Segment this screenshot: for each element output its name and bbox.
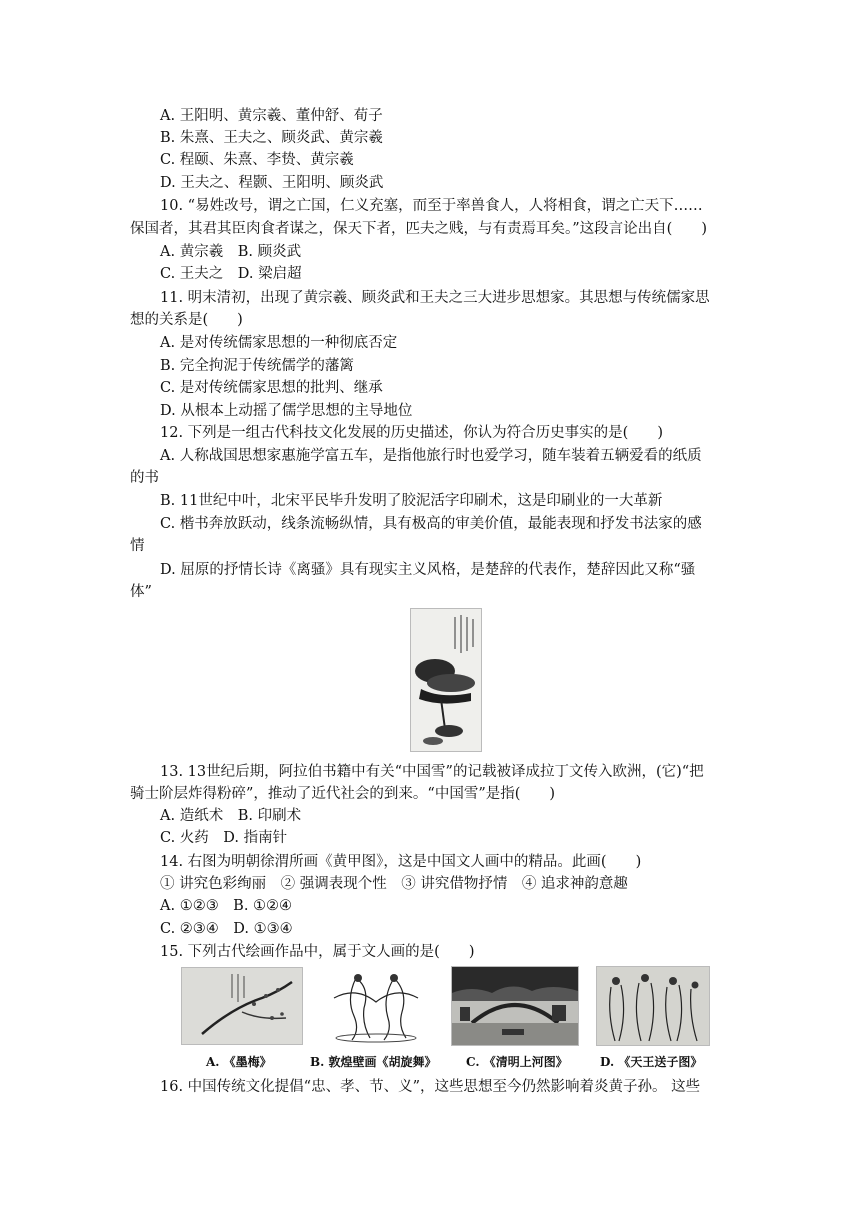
q12-option-d-line2: 体” [130, 584, 152, 600]
q10-options-ab: A. 黄宗羲 B. 顾炎武 [160, 244, 302, 260]
q14-items: ① 讲究色彩绚丽 ② 强调表现个性 ③ 讲究借物抒情 ④ 追求神韵意趣 [160, 876, 628, 892]
q11-option-a: A. 是对传统儒家思想的一种彻底否定 [160, 335, 398, 351]
q12-option-a-line1: A. 人称战国思想家惠施学富五车，是指他旅行时也爱学习，随车装着五辆爱看的纸质 [160, 448, 702, 464]
q12-option-b: B. 11世纪中叶，北宋平民毕升发明了胶泥活字印刷术，这是印刷业的一大革新 [160, 493, 663, 509]
q12-option-c-line1: C. 楷书奔放跃动，线条流畅纵情，具有极高的审美价值，最能表现和抒发书法家的感 [160, 516, 702, 532]
painting-qingming-riverside-image [451, 966, 579, 1046]
q9-option-b: B. 朱熹、王夫之、顾炎武、黄宗羲 [160, 130, 383, 146]
painting-huxuan-dance-image [325, 967, 427, 1045]
q9-option-d: D. 王夫之、程颢、王阳明、顾炎武 [160, 175, 384, 191]
q11-option-b: B. 完全拘泥于传统儒学的藩篱 [160, 358, 354, 374]
painting-mo-mei-image [181, 967, 303, 1045]
q12-option-d-line1: D. 屈原的抒情长诗《离骚》具有现实主义风格，是楚辞的代表作，楚辞因此又称“骚 [160, 562, 696, 578]
q12-option-a-line2: 的书 [130, 470, 159, 486]
q10-options-cd: C. 王夫之 D. 梁启超 [160, 266, 302, 282]
q12-stem: 12. 下列是一组古代科技文化发展的历史描述，你认为符合历史事实的是( ) [160, 425, 663, 441]
q10-stem-line2: 保国者，其君其臣肉食者谋之，保天下者，匹夫之贱，与有责焉耳矣。”这段言论出自( ) [130, 221, 707, 237]
q16-stem-line1: 16. 中国传统文化提倡“忠、孝、节、义”，这些思想至今仍然影响着炎黄子孙。 这些 [160, 1079, 701, 1095]
q14-stem: 14. 右图为明朝徐渭所画《黄甲图》，这是中国文人画中的精品。此画( ) [160, 854, 642, 870]
q13-stem-line2: 骑士阶层炸得粉碎”，推动了近代社会的到来。“中国雪”是指( ) [130, 786, 556, 802]
q10-stem-line1: 10. “易姓改号，谓之亡国，仁义充塞，而至于率兽食人，人将相食，谓之亡天下…… [160, 198, 703, 214]
q11-option-c: C. 是对传统儒家思想的批判、继承 [160, 380, 383, 396]
q13-options-ab: A. 造纸术 B. 印刷术 [160, 808, 302, 824]
q11-stem-line1: 11. 明末清初，出现了黄宗羲、顾炎武和王夫之三大进步思想家。其思想与传统儒家思 [160, 290, 710, 306]
q9-option-a: A. 王阳明、黄宗羲、董仲舒、荀子 [160, 108, 383, 124]
caption-c: C. 《清明上河图》 [466, 1055, 568, 1069]
caption-b: B. 敦煌壁画《胡旋舞》 [310, 1055, 437, 1069]
q14-options-cd: C. ②③④ D. ①③④ [160, 921, 293, 937]
q14-options-ab: A. ①②③ B. ①②④ [160, 898, 293, 914]
q15-stem: 15. 下列古代绘画作品中，属于文人画的是( ) [160, 944, 475, 960]
caption-a: A. 《墨梅》 [206, 1055, 272, 1069]
q13-options-cd: C. 火药 D. 指南针 [160, 830, 288, 846]
q12-option-c-line2: 情 [130, 538, 145, 554]
q9-option-c: C. 程颐、朱熹、李贽、黄宗羲 [160, 152, 354, 168]
huangjia-painting-image [410, 608, 482, 752]
q11-stem-line2: 想的关系是( ) [130, 312, 243, 328]
caption-d: D. 《天王送子图》 [600, 1055, 703, 1069]
q13-stem-line1: 13. 13世纪后期，阿拉伯书籍中有关“中国雪”的记载被译成拉丁文传入欧洲，(它)“把 [160, 764, 704, 780]
q11-option-d: D. 从根本上动摇了儒学思想的主导地位 [160, 403, 413, 419]
painting-tianwang-songzi-image [596, 966, 710, 1046]
